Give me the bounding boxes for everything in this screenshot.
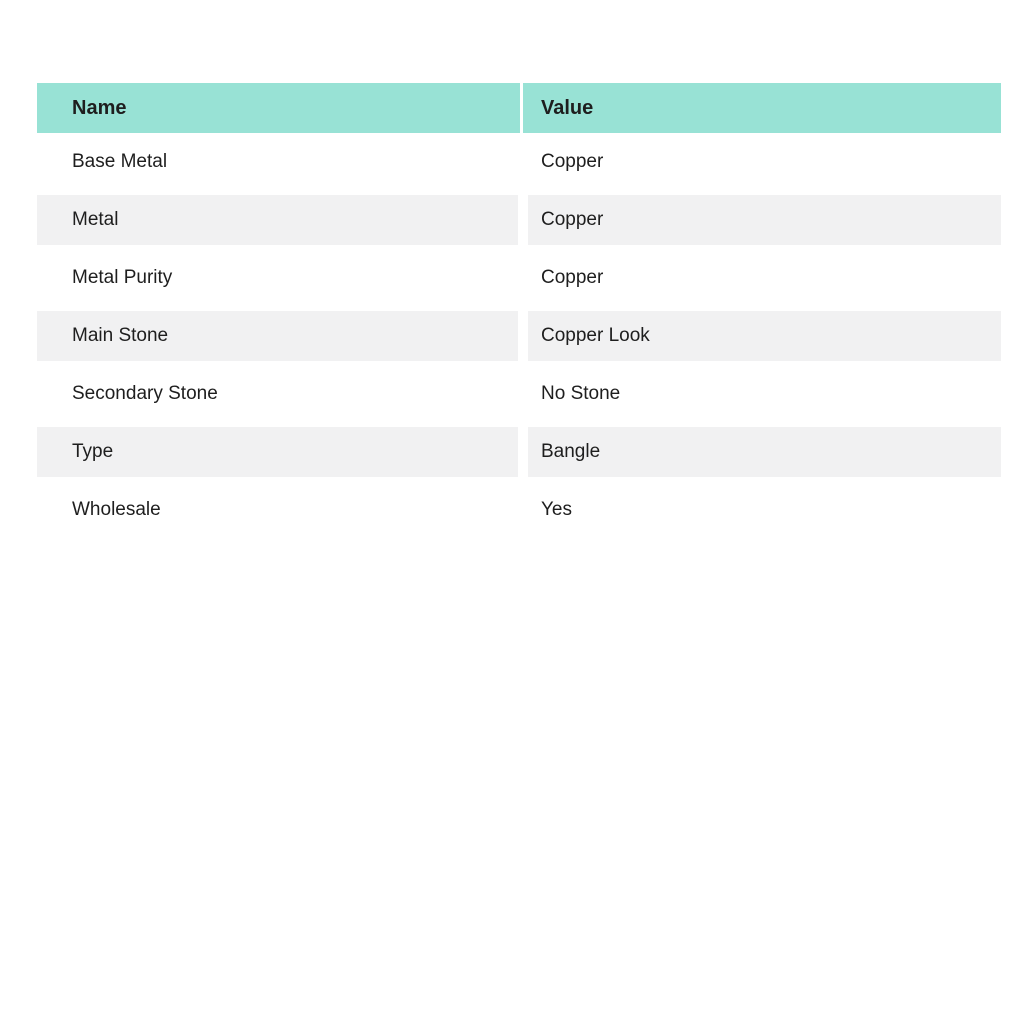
- table-row: [37, 249, 1001, 307]
- row-value-cell: No Stone: [523, 365, 1001, 423]
- row-name-cell: Main Stone: [37, 307, 523, 365]
- row-name-cell: Secondary Stone: [37, 365, 523, 423]
- table-row: [37, 423, 1001, 481]
- row-name-cell: Metal Purity: [37, 249, 523, 307]
- row-name-cell: Type: [37, 423, 523, 481]
- header-cell-value: Value: [523, 83, 1001, 133]
- row-value-cell: Bangle: [523, 423, 1001, 481]
- header-cell-name: Name: [37, 83, 523, 133]
- table-row: [37, 365, 1001, 423]
- table-row: [37, 481, 1001, 539]
- table-row: [37, 191, 1001, 249]
- table-row: [37, 133, 1001, 191]
- row-name-cell: Base Metal: [37, 133, 523, 191]
- row-value-cell: Copper: [523, 191, 1001, 249]
- row-value-cell: Copper: [523, 133, 1001, 191]
- table-header-row: [37, 83, 1001, 133]
- row-value-cell: Copper: [523, 249, 1001, 307]
- table-row: [37, 307, 1001, 365]
- row-value-cell: Copper Look: [523, 307, 1001, 365]
- row-name-cell: Wholesale: [37, 481, 523, 539]
- product-attributes-table: [37, 83, 1001, 539]
- row-name-cell: Metal: [37, 191, 523, 249]
- row-value-cell: Yes: [523, 481, 1001, 539]
